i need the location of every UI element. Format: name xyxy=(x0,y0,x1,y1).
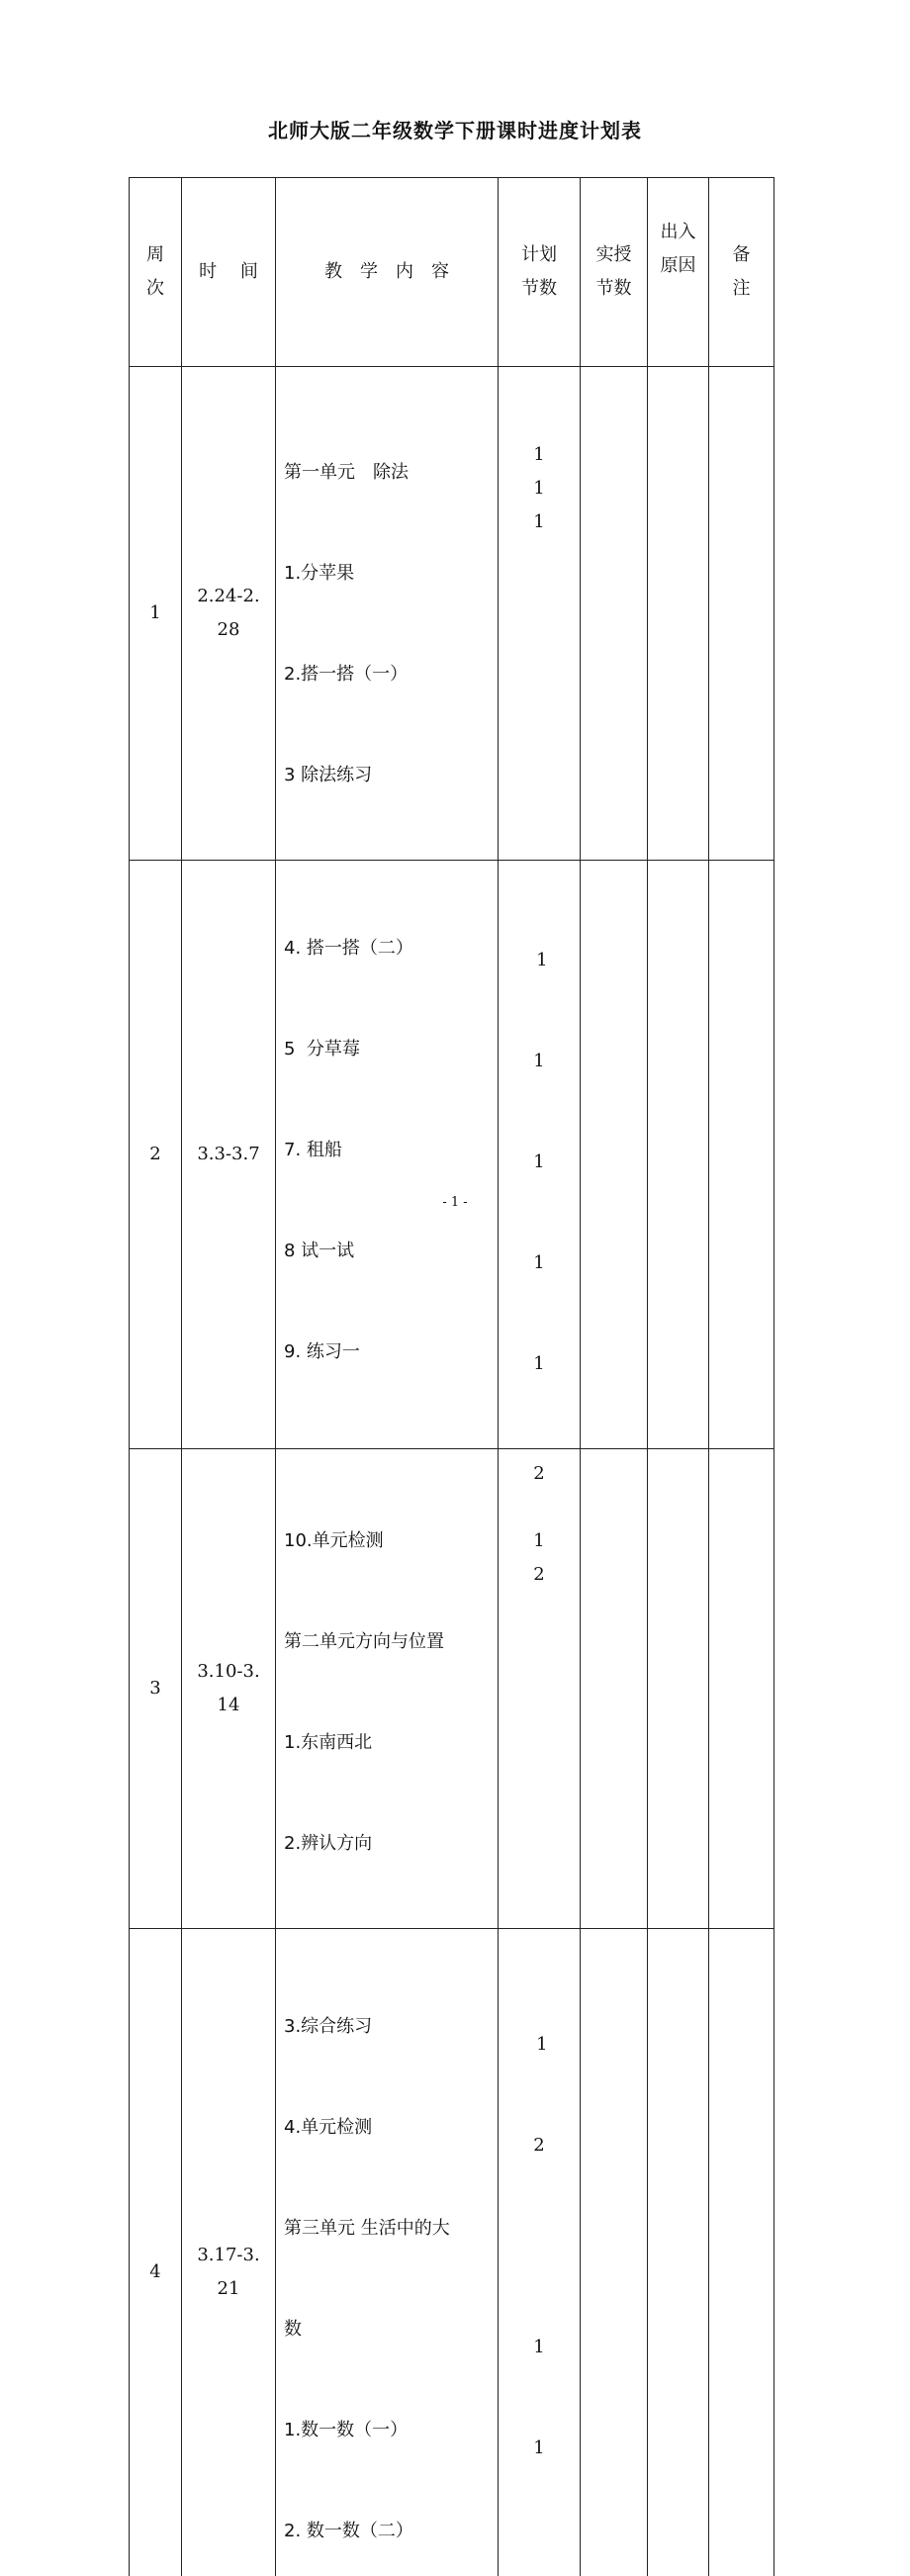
page-number: - 1 - xyxy=(0,1195,910,1210)
table-row xyxy=(130,1449,774,1929)
time-cell: 3.3-3.7 xyxy=(182,861,276,1449)
time-cell: 2.24-2. 28 xyxy=(182,367,276,861)
header-planned: 计划 节数 xyxy=(499,178,581,367)
week-cell: 1 xyxy=(130,367,182,861)
planned-cell: 1 1 1 1 1 xyxy=(499,861,581,1449)
planned-cell: 1 1 1 xyxy=(499,367,581,861)
table-row xyxy=(130,861,774,1449)
header-remarks: 备 注 xyxy=(709,178,774,367)
table-row xyxy=(130,1929,774,2576)
remarks-cell xyxy=(709,861,774,1449)
reason-cell xyxy=(648,367,709,861)
header-reason: 出入 原因 xyxy=(648,178,709,367)
content-cell: 第一单元 除法 1.分苹果 2.搭一搭（一） 3 除法练习 xyxy=(276,367,499,861)
week-cell: 4 xyxy=(130,1929,182,2576)
header-actual: 实授 节数 xyxy=(581,178,648,367)
page-title: 北师大版二年级数学下册课时进度计划表 xyxy=(0,115,910,143)
actual-cell xyxy=(581,367,648,861)
week-cell: 3 xyxy=(130,1449,182,1929)
remarks-cell xyxy=(709,367,774,861)
header-week: 周 次 xyxy=(130,178,182,367)
planned-cell: 2 1 2 xyxy=(499,1449,581,1929)
content-cell: 3.综合练习 4.单元检测 第三单元 生活中的大 数 1.数一数（一） 2. 数一数（二） xyxy=(276,1929,499,2576)
reason-cell xyxy=(648,1929,709,2576)
reason-cell xyxy=(648,1449,709,1929)
header-time: 时 间 xyxy=(182,178,276,367)
actual-cell xyxy=(581,1449,648,1929)
planned-cell: 1 2 1 1 xyxy=(499,1929,581,2576)
content-cell: 4. 搭一搭（二） 5 分草莓 7. 租船 8 试一试 9. 练习一 xyxy=(276,861,499,1449)
time-cell: 3.10-3. 14 xyxy=(182,1449,276,1929)
remarks-cell xyxy=(709,1929,774,2576)
week-cell: 2 xyxy=(130,861,182,1449)
time-cell: 3.17-3. 21 xyxy=(182,1929,276,2576)
header-row xyxy=(130,178,774,367)
schedule-table xyxy=(129,177,774,2576)
header-content: 教 学 内 容 xyxy=(276,178,499,367)
content-cell: 10.单元检测 第二单元方向与位置 1.东南西北 2.辨认方向 xyxy=(276,1449,499,1929)
table-row xyxy=(130,367,774,861)
actual-cell xyxy=(581,1929,648,2576)
reason-cell xyxy=(648,861,709,1449)
remarks-cell xyxy=(709,1449,774,1929)
actual-cell xyxy=(581,861,648,1449)
